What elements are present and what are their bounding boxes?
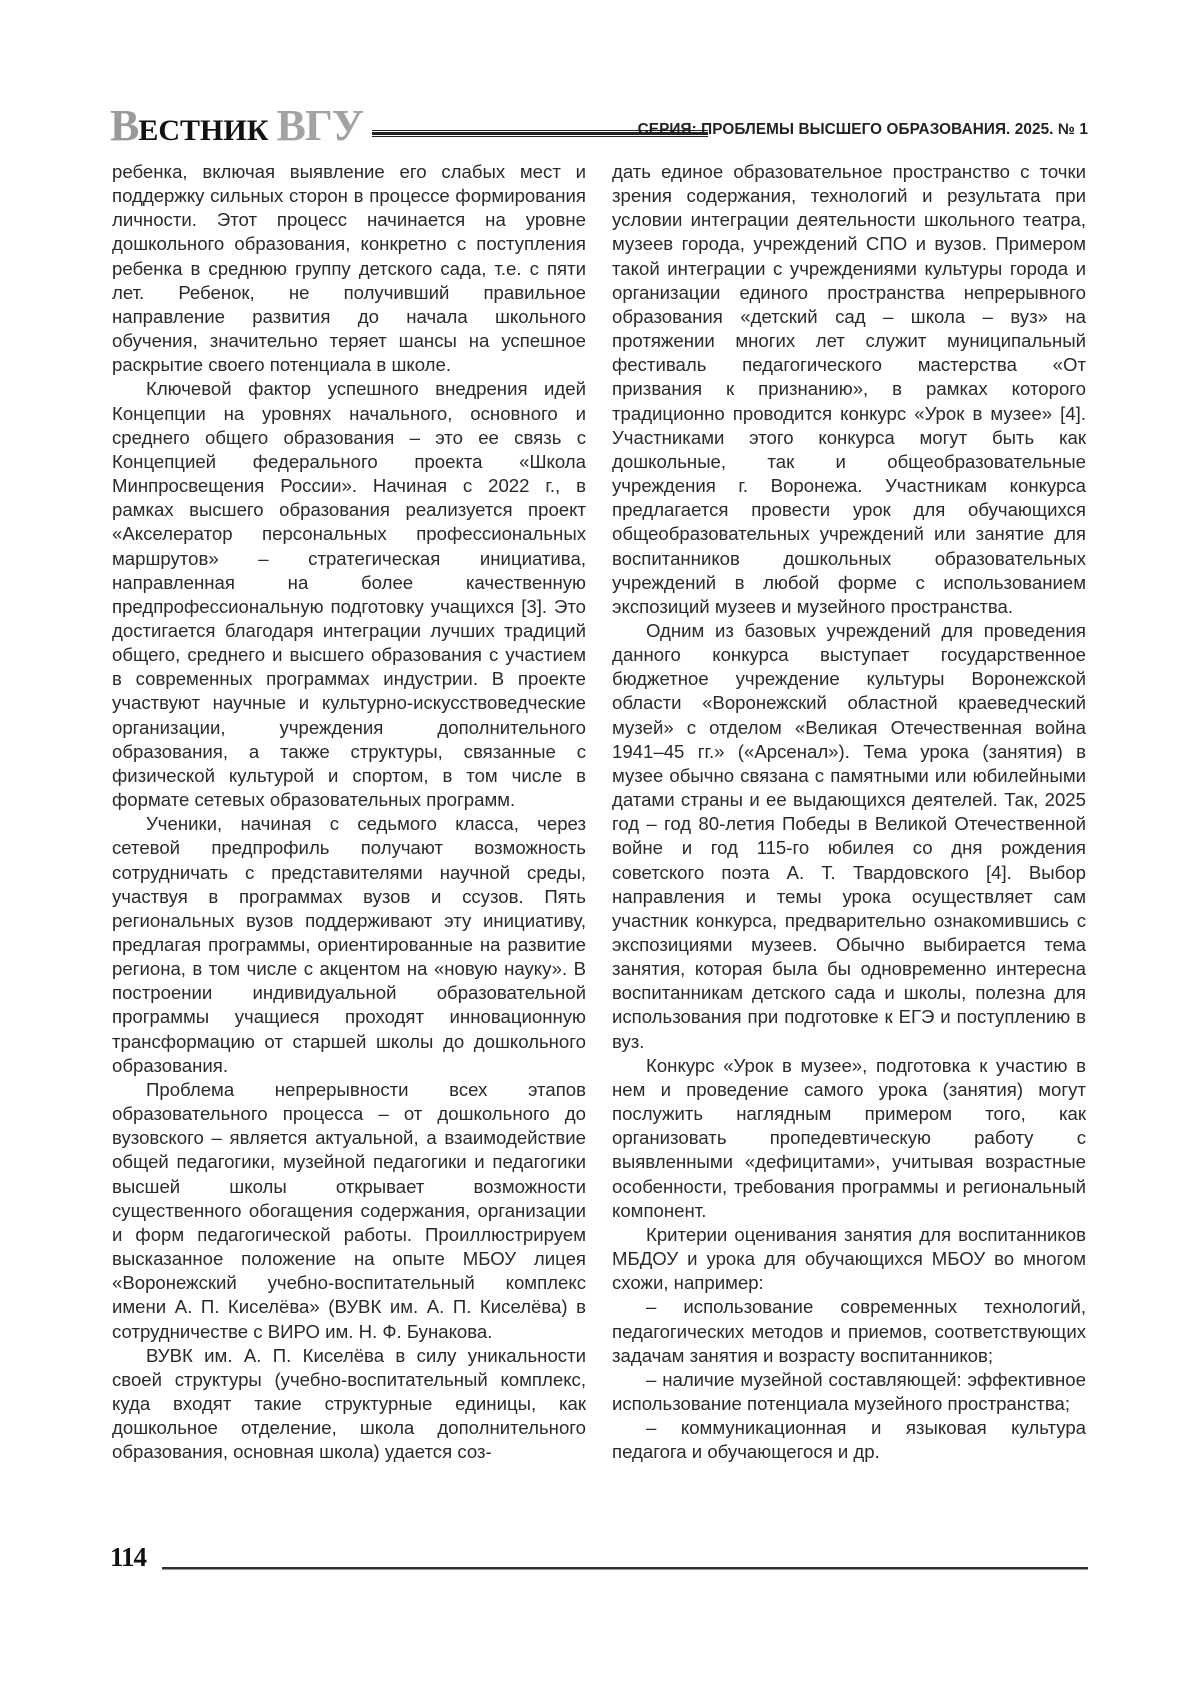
paragraph: Конкурс «Урок в музее», подготовка к участию в нем и проведение самого урока (занятия) могут послужить наглядным примером того, как организовать пропедевтическую работу с выявленными «дефицитами», учитывая возрастные особенности, требования программы и региональный компонент. xyxy=(612,1054,1086,1221)
page-number: 114 xyxy=(110,1542,147,1572)
paragraph: Ученики, начиная с седьмого класса, через сетевой предпрофиль получают возможность сотрудничать с представителями научной среды, участвуя в программах вузов и ссузов. Пять региональных вузов поддерживают эту инициативу, предлагая программы, ориентированные на развитие региона, в том числе с акцентом на «новую науку». В построении индивидуальной образовательной программы учащиеся проходят инновационную трансформацию от старшей школы до дошкольного образования. xyxy=(112,813,586,1076)
running-header xyxy=(110,101,1088,150)
logo-initial: В xyxy=(110,101,139,150)
right-column xyxy=(612,160,1086,1464)
paragraph: Проблема непрерывности всех этапов образовательного процесса – от дошкольного до вузовского – является актуальной, а взаимодействие общей педагогики, музейной педагогики и педагогики высшей школы открывает возможности существенного обогащения содержания, организации и форм педагогической работы. Проиллюстрируем высказанное положение на опыте МБОУ лицея «Воронежский учебно-воспитательный комплекс имени А. П. Киселёва» (ВУВК им. А. П. Киселёва) в сотрудничестве с ВИРО им. Н. Ф. Бунакова. xyxy=(112,1078,586,1342)
paragraph: Ключевой фактор успешного внедрения идей Концепции на уровнях начального, основного и среднего общего образования – это ее связь с Концепцией федерального проекта «Школа Минпросвещения России». Начиная с 2022 г., в рамках высшего образования реализуется проект «Акселератор персональных профессиональных маршрутов» – стратегическая инициатива, направленная на более качественную предпрофессиональную подготовку учащихся [3]. Это достигается благодаря интеграции лучших традиций общего, среднего и высшего образования с участием в современных программах индустрии. В проекте участвуют научные и культурно-искусствоведческие организации, учреждения дополнительного образования, а также структуры, связанные с физической культурой и спортом, в том числе в формате сетевых образовательных программ. xyxy=(112,378,586,811)
left-column xyxy=(112,160,586,1464)
series-title: СЕРИЯ: ПРОБЛЕМЫ ВЫСШЕГО ОБРАЗОВАНИЯ. 2025. № 1 xyxy=(637,121,1088,138)
paragraph: Критерии оценивания занятия для воспитанников МБДОУ и урока для обучающихся МБОУ во многом схожи, например: xyxy=(612,1223,1086,1294)
paragraph: ВУВК им. А. П. Киселёва в силу уникальности своей структуры (учебно-воспитательный комплекс, куда входят такие структурные единицы, как дошкольное отделение, школа дополнительного образования, основная школа) удается соз- xyxy=(112,1344,586,1463)
logo-vgu: ВГУ xyxy=(276,101,364,150)
footer-rule xyxy=(162,1567,1088,1570)
paragraph: дать единое образовательное пространство с точки зрения содержания, технологий и результата при условии интеграции деятельности школьного театра, музеев города, учреждений СПО и вузов. Примером такой интеграции с учреждениями культуры города и организации единого пространства непрерывного образования «детский сад – школа – вуз» на протяжении многих лет служит муниципальный фестиваль педагогического мастерства «От призвания к признанию», в рамках которого традиционно проводится конкурс «Урок в музее» [4]. Участниками этого конкурса могут быть как дошкольные, так и общеобразовательные учреждения г. Воронежа. Участникам конкурса предлагается провести урок для обучающихся общеобразовательных учреждений или занятие для воспитанников дошкольных образовательных учреждений в любой форме с использованием экспозиций музеев и музейного пространства. xyxy=(612,161,1086,617)
logo-rest: ЕСТНИК xyxy=(138,114,269,147)
list-item: – коммуникационная и языковая культура педагога и обучающегося и др. xyxy=(612,1417,1086,1463)
paragraph: ребенка, включая выявление его слабых мест и поддержку сильных сторон в процессе формирования личности. Этот процесс начинается на уровне дошкольного образования, конкретно с поступления ребенка в среднюю группу детского сада, т.е. с пяти лет. Ребенок, не получивший правильное направление развития до начала школьного обучения, значительно теряет шансы на успешное раскрытие своего потенциала в школе. xyxy=(112,161,586,376)
paragraph: Одним из базовых учреждений для проведения данного конкурса выступает государственное бюджетное учреждение культуры Воронежской области «Воронежский областной краеведческий музей» с отделом «Великая Отечественная война 1941–45 гг.» («Арсенал»). Тема урока (занятия) в музее обычно связана с памятными или юбилейными датами страны и ее выдающихся деятелей. Так, 2025 год – год 80-летия Победы в Великой Отечественной войне и год 115-го юбилея со дня рождения советского поэта А. Т. Твардовского [4]. Выбор направления и темы урока осуществляет сам участник конкурса, предварительно ознакомившись с экспозициями музеев. Обычно выбирается тема занятия, которая была бы одновременно интересна воспитанникам детского сада и школы, полезна для использования при подготовке к ЕГЭ и поступлению в вуз. xyxy=(612,619,1086,1052)
running-footer xyxy=(110,1542,1088,1572)
list-item: – использование современных технологий, педагогических методов и приемов, соответствующих задачам занятия и возрасту воспитанников; xyxy=(612,1296,1086,1366)
list-item: – наличие музейной составляющей: эффективное использование потенциала музейного пространства; xyxy=(612,1368,1086,1414)
journal-logo xyxy=(110,101,364,150)
